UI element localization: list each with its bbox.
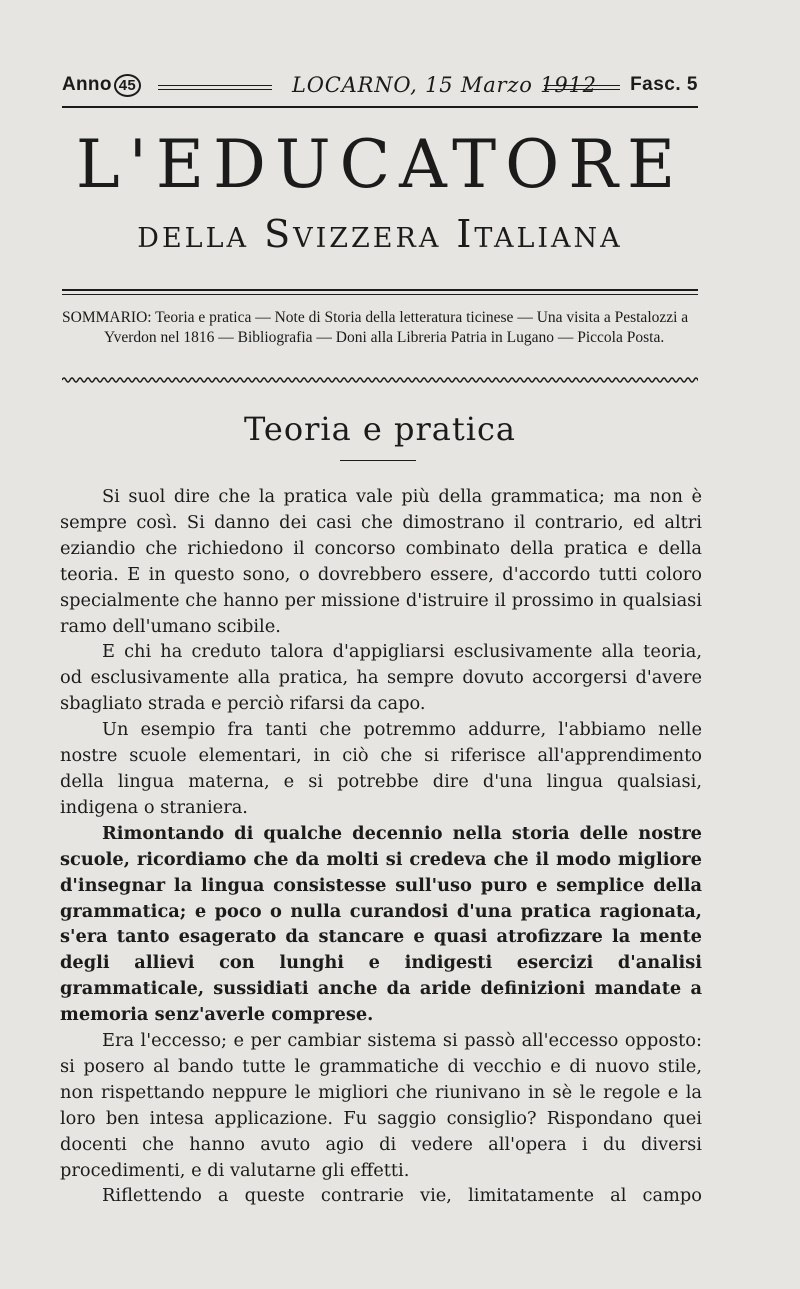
paragraph-5: Era l'eccesso; e per cambiar sistema si passò all'eccesso opposto: si posero al bando tutte le grammatiche di vecchio e di nuovo stile, non rispettando neppure le migliori che riunivano in sè le regole e la loro ben intesa applicazione. Fu saggio consiglio? Rispondano quei docenti che hanno avuto agio di vedere all'opera i du diversi procedimenti, e di valutarne gli effetti. [60, 1030, 702, 1181]
header-double-rule-left [158, 85, 272, 86]
paragraph-2: E chi ha creduto talora d'appigliarsi esclusivamente alla teoria, od esclusivamente alla pratica, ha sempre dovuto accorgersi d'avere sbagliato strada e perciò rifarsi da capo. [60, 641, 702, 715]
paragraph-4: Rimontando di qualche decennio nella storia delle nostre scuole, ricordiamo che da molti si credeva che il modo migliore d'insegnar la lingua consistesse sull'uso puro e semplice della grammatica; e poco o nulla curandosi d'una pratica ragionata, s'era tanto esagerato da stancare e quasi atrofizzare la mente degli allievi con lunghi e indigesti esercizi d'analisi grammaticale, sussidiati anche da aride definizioni mandate a memoria senz'averle comprese. [60, 822, 702, 1026]
title-underline [340, 460, 416, 461]
paragraph-1: Si suol dire che la pratica vale più della grammatica; ma non è sempre così. Si danno dei casi che dimostrano il contrario, ed altri eziandio che richiedono il concorso combinato della pratica e della teoria. E in questo sono, o dovrebbero essere, d'accordo tutti coloro specialmente che hanno per missione d'istruire il prossimo in qualsiasi ramo dell'umano scibile. [60, 486, 702, 637]
masthead-subtitle: della Svizzera Italiana [137, 212, 623, 256]
issue-header [62, 70, 698, 104]
wavy-divider [62, 374, 698, 386]
place-date: LOCARNO, 15 Marzo 1912 [292, 73, 597, 97]
header-rule [62, 106, 698, 108]
article-body [60, 484, 702, 1209]
year-number: 45 [114, 74, 141, 97]
table-of-contents [62, 308, 698, 347]
article-title: Teoria e pratica [244, 410, 516, 448]
paragraph-6: Riflettendo a queste contrarie vie, limitatamente al campo [102, 1185, 702, 1207]
masthead-double-rule [62, 289, 698, 295]
year-label [62, 74, 141, 97]
paragraph-3: Un esempio fra tanti che potremmo addurre, l'abbiamo nelle nostre scuole elementari, in ciò che si riferisce all'apprendimento della lingua materna, e si potrebbe dire d'una lingua qualsiasi, indigena o straniera. [60, 719, 702, 818]
header-double-rule-right [544, 85, 620, 86]
summary-text: SOMMARIO: Teoria e pratica — Note di Storia della letteratura ticinese — Una visita a Pestalozzi a Yverdon nel 1816 — Bibliografia — Doni alla Libreria Patria in Lugano — Piccola Posta. [62, 309, 689, 346]
issue-number: Fasc. 5 [630, 74, 698, 95]
masthead-title: L'EDUCATORE [75, 126, 685, 203]
year-label-text: Anno [62, 74, 112, 95]
